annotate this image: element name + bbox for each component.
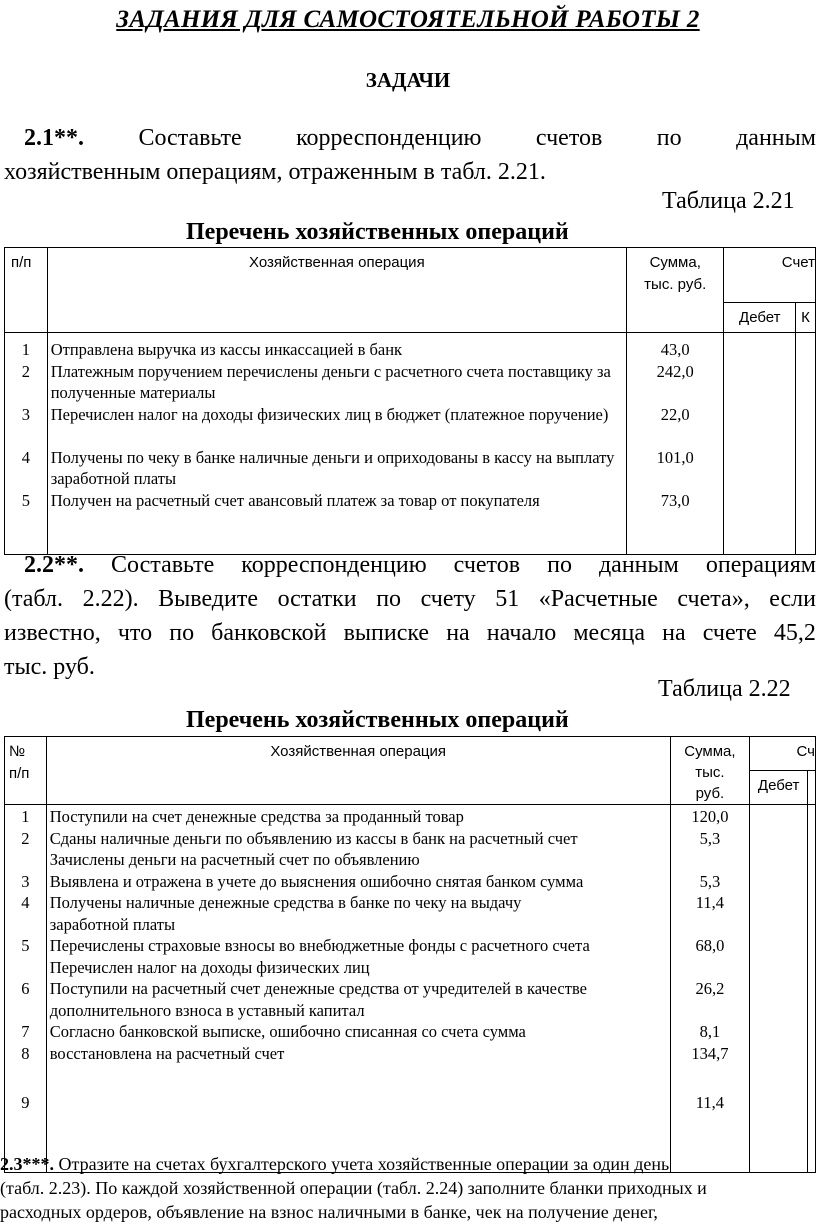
rows-credit-cell [796,333,816,555]
row-number [5,849,46,871]
row-number [5,914,46,936]
row-number: 2 [21,361,30,381]
rows-op-cell [47,333,626,555]
col-op-header: Хозяйственная операция [46,737,670,805]
word: что [117,620,153,646]
row-sum [671,1000,750,1022]
col-account-header: Сч [750,737,816,771]
word: операциям [705,552,816,578]
word: Составьте [111,552,215,578]
row-sum: 8,1 [699,1022,721,1041]
row-number: 2 [21,828,30,848]
task3-line2: (табл. 2.23). По каждой хозяйственной операции (табл. 2.24) заполните бланки приходных и [0,1178,707,1198]
word: выписке [343,620,430,646]
word: корреспонденцию [241,552,427,578]
row-operation: Поступили на счет денежные средства за проданный товар [49,807,464,826]
row-operation: Получены по чеку в банке наличные деньги и оприходованы в кассу на выплату заработной платы [50,447,615,488]
row-sum: 120,0 [691,807,729,826]
operations-table-1 [4,247,816,555]
row-operation: заработной платы [49,914,176,934]
row-operation: Получен на расчетный счет авансовый платеж за товар от покупателя [50,490,540,510]
task2-line4: тыс. руб. [4,654,95,680]
col-account-header: Счет [724,248,816,303]
task3-number: 2.3***. [0,1154,54,1174]
row-operation: Сданы наличные деньги по объявлению из кассы в банк на расчетный счет [49,828,578,848]
row-number: 7 [21,1022,30,1041]
word: 45,2 [773,620,816,646]
row-operation: Перечислен налог на доходы физических лиц в бюджет (платежное поручение) [50,404,609,424]
row-operation: восстановлена на расчетный счет [49,1043,285,1063]
task-number: 2.1**. [24,125,84,151]
row-sum: 11,4 [695,1093,725,1112]
word: 2.22). [82,586,139,612]
row-sum [671,914,750,936]
row-operation: Платежным поручением перечислены деньги с расчетного счета поставщику за полученные материалы [50,361,611,402]
row-operation: Перечислены страховые взносы во внебюджетные фонды с расчетного счета [49,936,590,955]
row-number: 4 [21,447,30,467]
col-debit-header: Дебет [724,303,796,333]
row-number: 3 [21,871,30,891]
row-number: 1 [21,807,30,826]
row-operation: Получены наличные денежные средства в банке по чеку на выдачу [49,893,522,912]
row-sum [671,849,750,871]
word: Составьте [138,125,242,151]
row-sum: 68,0 [695,936,725,955]
col-debit-header: Дебет [750,771,808,805]
row-sum [671,957,750,979]
row-number: 3 [21,404,30,424]
task2-line3 [4,616,816,650]
word: на [446,620,470,646]
task2-line2 [4,582,816,616]
row-sum [671,1064,750,1092]
row-operation: дополнительного взноса в уставный капитал [49,1000,365,1020]
col-num-header: п/п [5,248,48,333]
row-number: 8 [21,1043,30,1063]
col-credit-header [808,771,816,805]
row-operation [47,1092,670,1114]
row-number [5,957,46,979]
rows-sum-cell [670,805,750,1173]
word: счета», [677,586,750,612]
row-operation: Согласно банковской выписке, ошибочно списанная со счета сумма [49,1022,526,1041]
page-title: ЗАДАНИЯ ДЛЯ САМОСТОЯТЕЛЬНОЙ РАБОТЫ 2 [116,6,700,33]
row-number: 4 [21,893,30,912]
row-sum: 101,0 [656,447,694,467]
word: данным [736,125,816,151]
rows-debit-cell [750,805,808,1173]
word: по [656,125,682,151]
word: на [662,620,686,646]
row-number: 6 [21,979,30,998]
row-operation: Выявлена и отражена в учете до выяснения ошибочно снятая банком сумма [49,871,584,891]
word: по [169,620,195,646]
word: счете [702,620,757,646]
row-operation [47,1064,670,1092]
word: счетов [535,125,603,151]
rows-sum-cell [627,333,724,555]
word: счетов [453,552,521,578]
rows-num-cell [5,333,48,555]
row-sum: 22,0 [660,404,690,424]
rows-op-cell [46,805,670,1173]
word: (табл. [4,586,64,612]
word: банковской [211,620,327,646]
row-sum: 11,4 [695,893,725,912]
row-number: 9 [21,1093,30,1112]
word: месяца [573,620,645,646]
table1-heading: Перечень хозяйственных операций [186,219,569,245]
row-sum: 43,0 [660,340,690,359]
row-operation: Отправлена выручка из кассы инкассацией в банк [50,340,403,359]
row-number: 5 [21,936,30,955]
word: начало [486,620,557,646]
col-sum-header: Сумма, тыс. руб. [627,248,724,333]
row-operation: Поступили на расчетный счет денежные средства от учредителей в качестве [49,979,587,998]
row-number: 1 [21,340,30,359]
rows-debit-cell [724,333,796,555]
word: остатки [277,586,357,612]
row-number: 5 [21,490,30,510]
word: Выведите [158,586,258,612]
word: данным [598,552,679,578]
col-credit-header: К [796,303,816,333]
operations-table-2 [4,736,816,1173]
row-sum: 242,0 [656,361,694,381]
rows-credit-cell [808,805,816,1173]
word: если [769,586,816,612]
row-sum: 5,3 [699,871,721,891]
col-num-header: № п/п [5,737,47,805]
col-sum-header: Сумма, тыс. руб. [670,737,750,805]
row-sum: 73,0 [660,490,690,510]
word: счету [420,586,476,612]
task1-line2: хозяйственным операциям, отраженным в табл. 2.21. [4,159,546,185]
word: корреспонденцию [296,125,482,151]
table2-heading: Перечень хозяйственных операций [186,707,569,733]
task-number: 2.2**. [24,552,84,578]
task2-line1 [4,548,816,582]
row-sum: 134,7 [691,1043,729,1063]
task3-line3: расходных ордеров, объявление на взнос наличными в банке, чек на получение денег, [0,1202,658,1222]
table1-caption: Таблица 2.21 [662,188,795,214]
row-sum: 5,3 [699,828,721,848]
word: 51 [495,586,520,612]
word: известно, [4,620,101,646]
word: «Расчетные [538,586,658,612]
row-sum: 26,2 [695,979,725,998]
word: по [376,586,402,612]
row-operation: Зачислены деньги на расчетный счет по объявлению [49,850,420,869]
task3-line1: 2.3***. Отразите на счетах бухгалтерского учета хозяйственные операции за один день [0,1154,670,1174]
table2-caption: Таблица 2.22 [658,676,791,702]
row-number [5,1064,46,1092]
section-subtitle: ЗАДАЧИ [365,68,451,92]
task1-line1 [4,121,816,155]
word: по [547,552,572,578]
row-number [5,1000,46,1022]
rows-num-cell [5,805,47,1173]
row-operation: Перечислен налог на доходы физических лиц [49,957,370,977]
col-op-header: Хозяйственная операция [47,248,626,333]
